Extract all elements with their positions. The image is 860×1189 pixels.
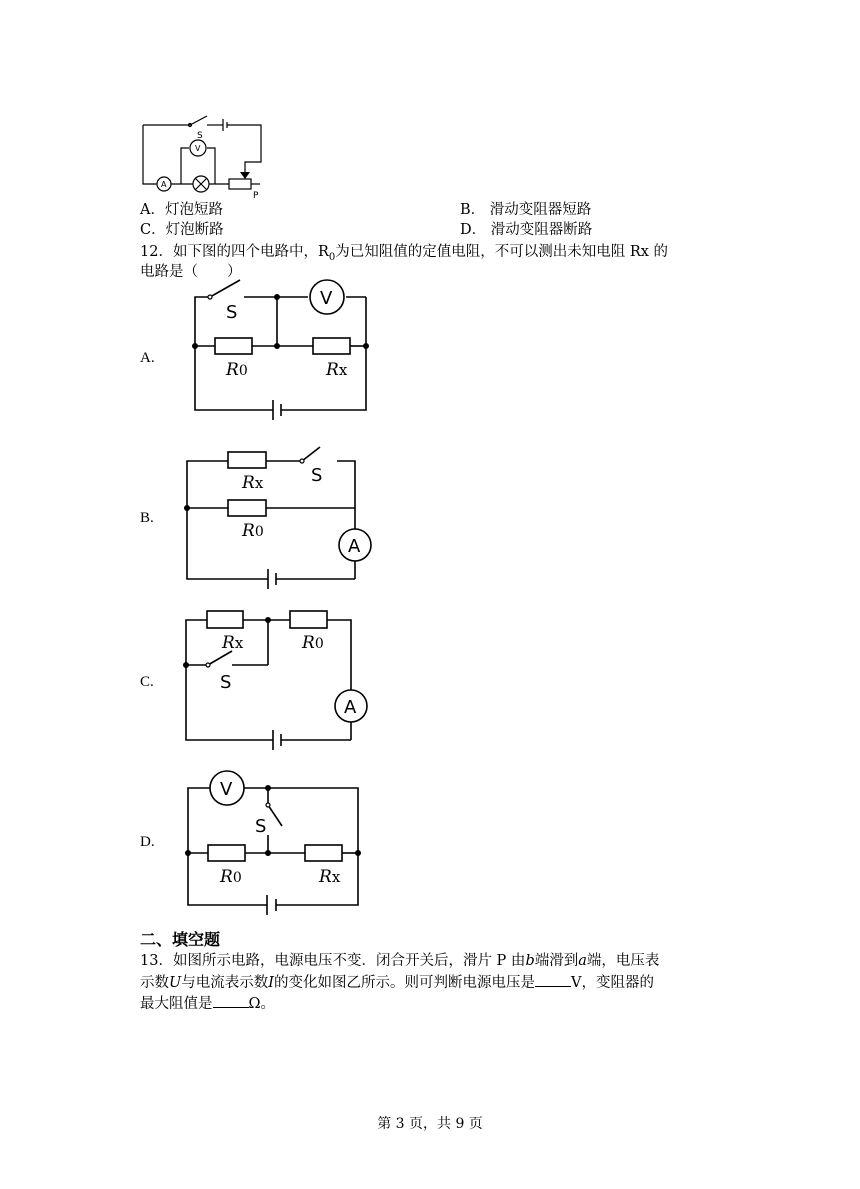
circuit-b-resistor-rx	[228, 452, 266, 468]
q13-blank-voltage[interactable]	[535, 972, 571, 987]
q12-circuit-d-label: D.	[140, 834, 155, 850]
circuit-d-junction	[355, 850, 361, 856]
circuit-c-rx-label: Rx	[222, 633, 244, 653]
circuit-c-ammeter-label: A	[344, 697, 357, 718]
q11-lamp-symbol	[193, 176, 209, 192]
q11-option-d: D． 滑动变阻器断路	[460, 222, 593, 238]
circuit-a-junction	[274, 343, 280, 349]
circuit-c-switch-label: S	[220, 672, 232, 693]
q12-circuit-c-label: C.	[140, 674, 154, 690]
circuit-b-resistor-r0	[228, 500, 266, 516]
circuit-a-switch-label: S	[226, 302, 238, 323]
circuit-b-r0-label: R0	[242, 521, 264, 541]
circuit-a-junction	[192, 343, 198, 349]
q11-circuit-figure	[135, 108, 275, 203]
circuit-a-r0-label: R0	[226, 360, 248, 380]
q13-line1: 13．如图所示电路，电源电压不变．闭合开关后，滑片 P 由b端滑到a端，电压表	[140, 953, 660, 969]
page-footer: 第 3 页，共 9 页	[377, 1116, 483, 1132]
q12-circuit-a-label: A.	[140, 350, 155, 366]
circuit-a-resistor-r0	[215, 338, 252, 354]
circuit-d-r0-label: R0	[220, 867, 242, 887]
circuit-b-switch-label: S	[311, 465, 323, 486]
q12-circuit-d	[180, 770, 380, 920]
q11-voltmeter-label: V	[195, 144, 201, 153]
circuit-c-wires	[186, 620, 351, 750]
circuit-d-resistor-r0	[208, 845, 245, 861]
circuit-d-junction	[185, 850, 191, 856]
circuit-c-junction	[265, 617, 271, 623]
circuit-a-junction	[274, 294, 280, 300]
q12-circuit-c	[180, 605, 380, 750]
circuit-a-wires	[195, 280, 366, 420]
q11-slider-label: P	[253, 191, 259, 201]
q13-line2: 示数U与电流表示数I的变化如图乙所示。则可判断电源电压是 V，变阻器的	[140, 972, 654, 993]
circuit-d-junction	[265, 785, 271, 791]
q13-blank-resistance[interactable]	[213, 993, 249, 1008]
q12-stem-line1: 12．如下图的四个电路中，$R_0$为已知阻值的定值电阻，不可以测出未知电阻 Rx 的	[140, 244, 669, 263]
section-title-fill-blank: 二、填空题	[140, 930, 221, 949]
q11-option-a: A．灯泡短路	[140, 202, 223, 218]
circuit-a-switch-contact	[208, 295, 212, 299]
circuit-c-resistor-r0	[290, 611, 327, 628]
circuit-c-junction	[183, 662, 189, 668]
circuit-b-switch-contact	[300, 459, 304, 463]
circuit-c-r0-label: R0	[302, 633, 324, 653]
circuit-b-junction	[184, 505, 190, 511]
q11-ammeter-label: A	[161, 180, 167, 189]
circuit-a-resistor-rx	[313, 338, 350, 354]
circuit-d-voltmeter-label: V	[220, 779, 233, 800]
circuit-b-ammeter-label: A	[348, 536, 361, 557]
q12-circuit-b	[180, 445, 380, 585]
circuit-d-rx-label: Rx	[319, 867, 341, 887]
circuit-d-switch-label: S	[255, 816, 267, 837]
q12-stem-line2: 电路是（ ）	[140, 264, 242, 280]
q12-circuit-b-label: B.	[140, 510, 154, 526]
circuit-a-rx-label: Rx	[326, 360, 348, 380]
circuit-d-switch-contact	[266, 803, 270, 807]
circuit-c-resistor-rx	[207, 611, 243, 628]
circuit-b-wires	[187, 447, 355, 589]
circuit-c-switch-contact	[206, 663, 210, 667]
q12-circuit-a	[180, 280, 380, 420]
q11-option-c: C．灯泡断路	[140, 222, 224, 238]
q13-line3: 最大阻值是 Ω。	[140, 993, 275, 1014]
q11-switch-label: S	[197, 131, 203, 141]
circuit-a-junction	[363, 343, 369, 349]
circuit-d-resistor-rx	[305, 845, 342, 861]
q11-option-b: B． 滑动变阻器短路	[460, 202, 592, 218]
circuit-d-wires	[188, 788, 358, 915]
circuit-a-voltmeter-label: V	[320, 288, 333, 309]
circuit-b-rx-label: Rx	[242, 473, 264, 493]
circuit-d-junction	[265, 850, 271, 856]
